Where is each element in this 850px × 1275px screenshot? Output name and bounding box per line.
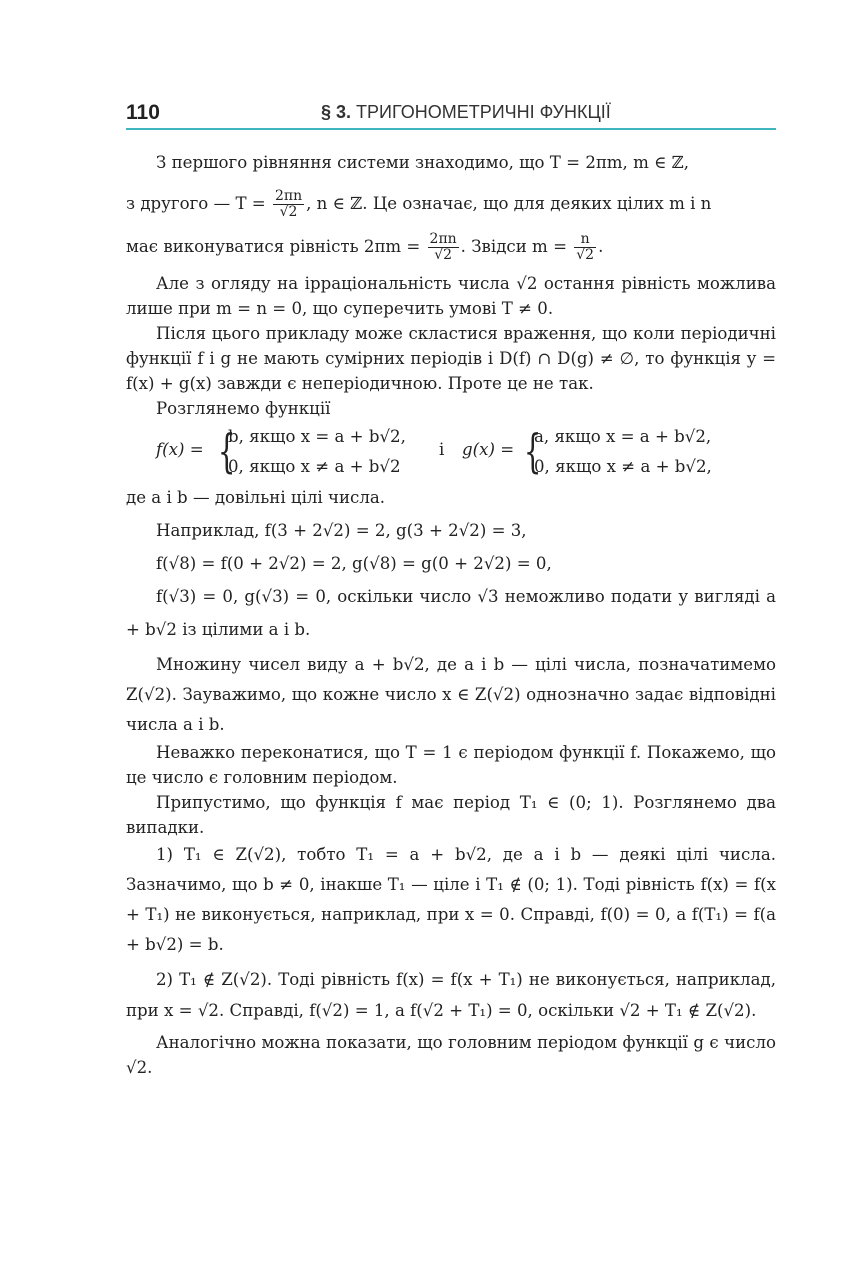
paragraph-2: Але з огляду на ірраціональність числа √2 остання рівність можлива лише при m = n = 0, що суперечить умові T ≠ 0. — [126, 274, 776, 318]
g-case-1: a, якщо x = a + b√2, — [534, 427, 712, 446]
paragraph-8: f(√3) = 0, g(√3) = 0, оскільки число √3 неможливо подати у вигляді a + b√2 із цілими a і b. — [126, 587, 776, 639]
section-heading — [321, 102, 611, 123]
page-body — [126, 150, 776, 1080]
header-rule — [126, 128, 776, 130]
paragraph-1-line-3: має виконуватися рівність 2πm = $\frac{2\pi n}{√2}$ . Звідси m = $\frac{n}{√2}$ . — [126, 231, 604, 263]
paragraph-4: Розглянемо функції — [156, 399, 331, 418]
paragraph-7: f(√8) = f(0 + 2√2) = 2, g(√8) = g(0 + 2√2) = 0, — [156, 554, 552, 573]
and-word: і — [439, 440, 445, 459]
f-case-1: b, якщо x = a + b√2, — [228, 427, 406, 446]
section-mark: § 3. — [321, 102, 352, 122]
paragraph-6: Наприклад, f(3 + 2√2) = 2, g(3 + 2√2) = 3, — [156, 521, 527, 540]
left-brace-g: { — [523, 424, 542, 478]
fraction-2pn-sqrt2: $\frac{2\pi n}{√2}$ — [274, 188, 303, 220]
section-title: ТРИГОНОМЕТРИЧНІ ФУНКЦІЇ — [356, 102, 611, 122]
paragraph-9: Множину чисел виду a + b√2, де a і b — цілі числа, позначатимемо Z(√2). Зауважимо, що кожне число x ∈ Z(√2) однозначно задає відповідні числа a і b. — [126, 655, 776, 734]
paragraph-13: 2) T₁ ∉ Z(√2). Тоді рівність f(x) = f(x + T₁) не виконується, наприклад, при x = √2. Справді, f(√2) = 1, а f(√2 + T₁) = 0, оскільки √2 + T₁ ∉ Z(√2). — [126, 970, 776, 1020]
paragraph-5: де a і b — довільні цілі числа. — [126, 488, 386, 507]
fraction-2pn-sqrt2-b: $\frac{2\pi n}{√2}$ — [429, 231, 457, 263]
paragraph-12: 1) T₁ ∈ Z(√2), тобто T₁ = a + b√2, де a і b — деякі цілі числа. Зазначимо, що b ≠ 0, інакше T₁ — ціле і T₁ ∉ (0; 1). Тоді рівність f(x) = f(x + T₁) не виконується, наприклад, при x = 0. Справді, f(0) = 0, а f(T₁) = f(a + b√2) = b. — [126, 845, 776, 954]
paragraph-1: З першого рівняння системи знаходимо, що T = 2πm, m ∈ ℤ, — [156, 153, 690, 172]
paragraph-10: Неважко переконатися, що T = 1 є періодом функції f. Покажемо, що це число є головним періодом. — [126, 743, 776, 787]
page-header — [126, 98, 776, 130]
page-number: 110 — [126, 101, 160, 124]
left-brace-f: { — [217, 424, 236, 478]
piecewise-definitions — [126, 425, 776, 481]
paragraph-3: Після цього прикладу може скластися враження, що коли періодичні функції f і g не мають сумірних періодів і D(f) ∩ D(g) ≠ ∅, то функція y = f(x) + g(x) завжди є неперіодичною. Проте це не так. — [126, 324, 776, 393]
g-lhs: g(x) = — [462, 440, 515, 459]
paragraph-1-line-2: з другого — T = $\frac{2\pi n}{√2}$ , n ∈ ℤ. Це означає, що для деяких цілих m і n — [126, 188, 712, 220]
fraction-n-sqrt2: $\frac{n}{√2}$ — [576, 231, 595, 263]
paragraph-11: Припустимо, що функція f має період T₁ ∈ (0; 1). Розглянемо два випадки. — [126, 793, 776, 837]
f-lhs: f(x) = — [156, 440, 204, 459]
f-case-2: 0, якщо x ≠ a + b√2 — [228, 457, 401, 476]
g-case-2: 0, якщо x ≠ a + b√2, — [534, 457, 712, 476]
paragraph-14: Аналогічно можна показати, що головним періодом функції g є число √2. — [126, 1033, 776, 1077]
